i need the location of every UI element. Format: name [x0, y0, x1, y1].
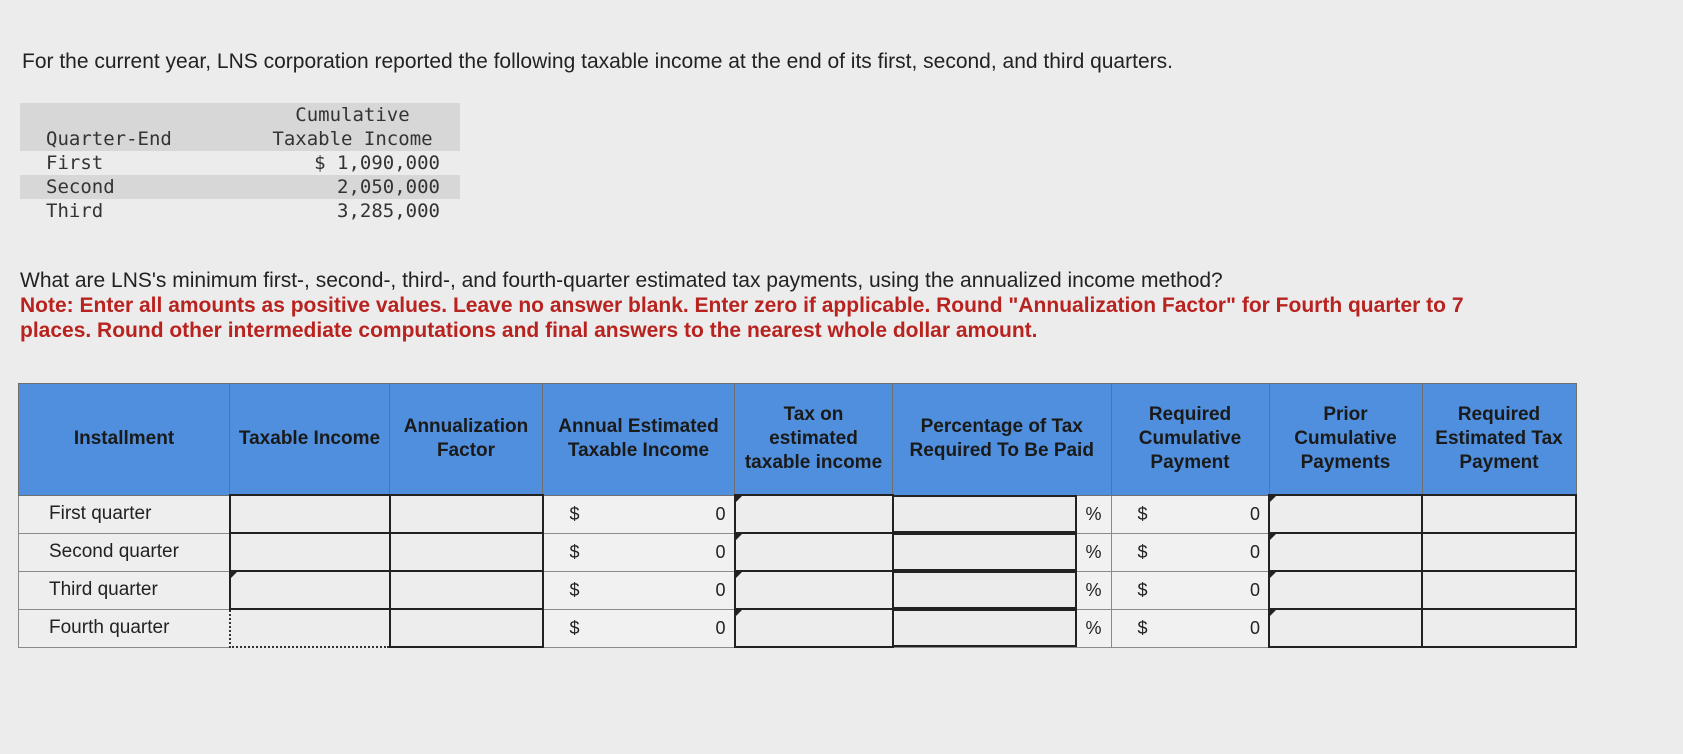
- percent-symbol: %: [1085, 617, 1102, 638]
- annual-estimated-value: 0: [715, 617, 726, 638]
- percentage-input[interactable]: [892, 609, 1077, 647]
- header-percentage-required: Percentage of Tax Required To Be Paid: [893, 384, 1112, 496]
- currency-symbol: $: [1137, 617, 1148, 638]
- estimated-tax-table: [18, 383, 1577, 648]
- currency-symbol: $: [1137, 579, 1148, 600]
- percentage-cell: [893, 495, 1112, 533]
- cell-marker-icon: [736, 572, 742, 578]
- required-cumulative-cell: [1111, 609, 1269, 647]
- cell-marker-icon: [1270, 534, 1276, 540]
- annualization-factor-field[interactable]: [391, 534, 542, 570]
- tax-on-estimated-input[interactable]: [735, 609, 893, 647]
- prior-cumulative-input[interactable]: [1269, 495, 1422, 533]
- annualization-factor-input[interactable]: [390, 571, 543, 609]
- cell-marker-icon: [231, 572, 237, 578]
- currency-symbol: $: [569, 503, 580, 524]
- required-estimated-input[interactable]: [1422, 533, 1576, 571]
- given-income: $ 1,090,000: [314, 152, 440, 174]
- currency-symbol: $: [1137, 503, 1148, 524]
- percentage-cell: [893, 571, 1112, 609]
- given-row: [20, 151, 460, 175]
- table-row: [19, 571, 1577, 609]
- cell-marker-icon: [736, 534, 742, 540]
- prior-cumulative-field[interactable]: [1270, 572, 1421, 608]
- required-estimated-field[interactable]: [1423, 610, 1575, 646]
- required-cumulative-value: 0: [1249, 579, 1260, 600]
- cell-marker-icon: [736, 610, 742, 616]
- taxable-income-input[interactable]: [230, 495, 390, 533]
- annualization-factor-field[interactable]: [391, 496, 542, 532]
- given-header-taxable-income: Taxable Income: [245, 127, 460, 151]
- question-block: [20, 268, 1480, 343]
- percentage-input[interactable]: [892, 495, 1077, 533]
- taxable-income-field[interactable]: [231, 496, 389, 532]
- intro-text: For the current year, LNS corporation reported the following taxable income at the end of its first, second, and third quarters.: [22, 50, 1173, 73]
- percentage-input[interactable]: [892, 533, 1077, 571]
- percent-symbol: %: [1085, 541, 1102, 562]
- required-estimated-field[interactable]: [1423, 496, 1575, 532]
- installment-label: Fourth quarter: [19, 609, 230, 647]
- tax-on-estimated-field[interactable]: [736, 496, 892, 532]
- prior-cumulative-field[interactable]: [1270, 610, 1421, 646]
- required-estimated-input[interactable]: [1422, 609, 1576, 647]
- tax-on-estimated-input[interactable]: [735, 495, 893, 533]
- annual-estimated-cell: [543, 495, 735, 533]
- installment-label: First quarter: [19, 495, 230, 533]
- annualization-factor-field[interactable]: [391, 572, 542, 608]
- header-prior-cumulative-payments: Prior Cumulative Payments: [1269, 384, 1422, 496]
- table-row: [19, 609, 1577, 647]
- required-cumulative-value: 0: [1249, 617, 1260, 638]
- header-required-cumulative-payment: Required Cumulative Payment: [1111, 384, 1269, 496]
- required-estimated-input[interactable]: [1422, 571, 1576, 609]
- header-annualization-factor: Annualization Factor: [390, 384, 543, 496]
- cell-marker-icon: [1270, 572, 1276, 578]
- taxable-income-input[interactable]: [230, 571, 390, 609]
- installment-label: Second quarter: [19, 533, 230, 571]
- annual-estimated-value: 0: [715, 579, 726, 600]
- taxable-income-field[interactable]: [231, 610, 389, 646]
- header-tax-on-estimated-income: Tax on estimated taxable income: [735, 384, 893, 496]
- given-header-quarter: Quarter-End: [20, 127, 245, 151]
- given-header-cumulative: Cumulative: [245, 103, 460, 127]
- taxable-income-input[interactable]: [230, 533, 390, 571]
- annualization-factor-input[interactable]: [390, 533, 543, 571]
- cell-marker-icon: [1270, 496, 1276, 502]
- required-cumulative-value: 0: [1249, 503, 1260, 524]
- taxable-income-field[interactable]: [231, 572, 389, 608]
- required-cumulative-cell: [1111, 533, 1269, 571]
- tax-on-estimated-field[interactable]: [736, 610, 892, 646]
- given-quarter: Second: [20, 175, 245, 199]
- currency-symbol: $: [569, 579, 580, 600]
- annual-estimated-cell: [543, 533, 735, 571]
- taxable-income-field[interactable]: [231, 534, 389, 570]
- tax-on-estimated-input[interactable]: [735, 533, 893, 571]
- given-income: 3,285,000: [337, 200, 440, 222]
- annual-estimated-value: 0: [715, 503, 726, 524]
- annual-estimated-cell: [543, 609, 735, 647]
- tax-on-estimated-field[interactable]: [736, 572, 892, 608]
- required-cumulative-cell: [1111, 571, 1269, 609]
- required-estimated-input[interactable]: [1422, 495, 1576, 533]
- given-quarter: Third: [46, 200, 104, 222]
- required-cumulative-cell: [1111, 495, 1269, 533]
- question-text: What are LNS's minimum first-, second-, third-, and fourth-quarter estimated tax payments, using the annualized income method?: [20, 269, 1223, 292]
- given-quarter: First: [46, 152, 104, 174]
- currency-symbol: $: [569, 541, 580, 562]
- annual-estimated-cell: [543, 571, 735, 609]
- taxable-income-input[interactable]: [230, 609, 390, 647]
- given-income: 2,050,000: [245, 175, 460, 199]
- prior-cumulative-field[interactable]: [1270, 496, 1421, 532]
- table-row: [19, 533, 1577, 571]
- tax-on-estimated-input[interactable]: [735, 571, 893, 609]
- header-taxable-income: Taxable Income: [230, 384, 390, 496]
- prior-cumulative-input[interactable]: [1269, 571, 1422, 609]
- required-estimated-field[interactable]: [1423, 534, 1575, 570]
- given-row: [20, 175, 460, 199]
- cumulative-income-table: [20, 103, 460, 223]
- percent-symbol: %: [1085, 503, 1102, 524]
- annualization-factor-field[interactable]: [391, 610, 542, 646]
- annual-estimated-value: 0: [715, 541, 726, 562]
- cell-marker-icon: [1270, 610, 1276, 616]
- given-row: [20, 199, 460, 223]
- note-text: Note: Enter all amounts as positive values. Leave no answer blank. Enter zero if applicable. Round "Annualization Factor" for Fourth quarter to 7 places. Round other intermediate computations and final answers to the nearest whole dollar amount.: [20, 294, 1464, 342]
- required-cumulative-value: 0: [1249, 541, 1260, 562]
- cell-marker-icon: [736, 496, 742, 502]
- header-annual-estimated-taxable-income: Annual Estimated Taxable Income: [543, 384, 735, 496]
- currency-symbol: $: [1137, 541, 1148, 562]
- installment-label: Third quarter: [19, 571, 230, 609]
- prior-cumulative-input[interactable]: [1269, 609, 1422, 647]
- header-required-estimated-tax-payment: Required Estimated Tax Payment: [1422, 384, 1576, 496]
- tax-on-estimated-field[interactable]: [736, 534, 892, 570]
- percent-symbol: %: [1085, 579, 1102, 600]
- percentage-input[interactable]: [892, 571, 1077, 609]
- annualization-factor-input[interactable]: [390, 609, 543, 647]
- header-installment: Installment: [19, 384, 230, 496]
- table-row: [19, 495, 1577, 533]
- annualization-factor-input[interactable]: [390, 495, 543, 533]
- required-estimated-field[interactable]: [1423, 572, 1575, 608]
- percentage-cell: [893, 533, 1112, 571]
- currency-symbol: $: [569, 617, 580, 638]
- prior-cumulative-field[interactable]: [1270, 534, 1421, 570]
- percentage-cell: [893, 609, 1112, 647]
- prior-cumulative-input[interactable]: [1269, 533, 1422, 571]
